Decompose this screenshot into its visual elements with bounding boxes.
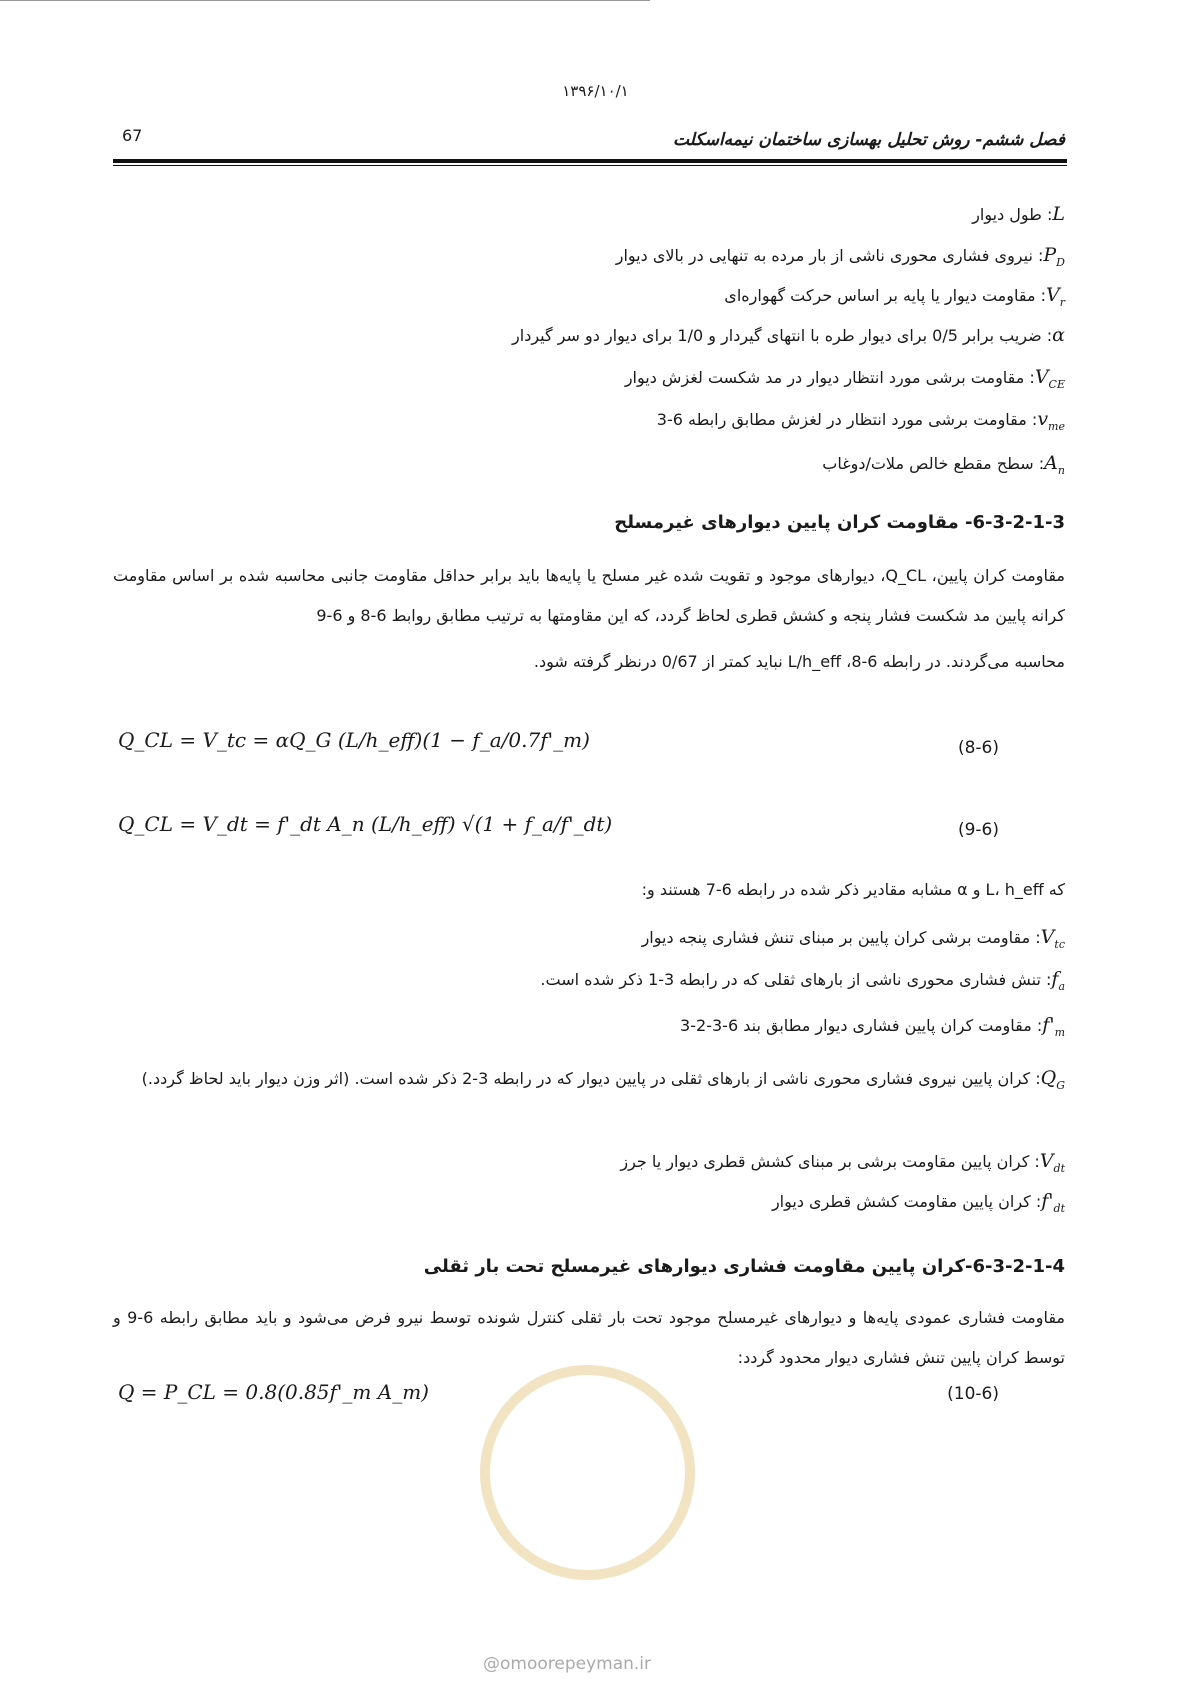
def-symbol: $f'_{dt}$ xyxy=(1041,1190,1065,1215)
def-symbol: $A_n$ xyxy=(1044,452,1065,477)
paragraph: مقاومت فشاری عمودی پایه‌ها و دیوارهای غیرمسلح موجود تحت بار ثقلی کنترل شونده توسط نیرو فرض می‌شود و باید مطابق رابطه 6-9 و توسط کران پایین تنش فشاری دیوار محدود گردد: xyxy=(113,1308,1065,1367)
def-item: $V_{tc}$: مقاومت برشی کران پایین بر مبنای تنش فشاری پنجه دیوار xyxy=(641,926,1065,951)
def-symbol: L xyxy=(1052,203,1065,225)
def-item: $V_{CE}$: مقاومت برشی مورد انتظار دیوار در مد شکست لغزش دیوار xyxy=(624,366,1065,391)
paragraph: مقاومت کران پایین، Q_CL، دیوارهای موجود و تقویت شده غیر مسلح یا پایه‌ها باید برابر حداقل مقاومت جانبی محاسبه شده بر اساس مقاومت کرانه پایین مد شکست فشار پنجه و کشش قطری لحاظ گردد، که این مقاومتها به ترتیب مطابق روابط 6-8 و 6-9 xyxy=(113,566,1065,625)
header-rule xyxy=(113,159,1067,163)
def-item: $f'_{dt}$: کران پایین مقاومت کشش قطری دیوار xyxy=(771,1190,1065,1215)
def-symbol: $f'_m$ xyxy=(1042,1014,1065,1039)
def-item: $f_a$: تنش فشاری محوری ناشی از بارهای ثقلی که در رابطه 3-1 ذکر شده است. xyxy=(540,968,1065,993)
def-item: $A_n$: سطح مقطع خالص ملات/دوغاب xyxy=(822,452,1065,477)
def-item: L: طول دیوار xyxy=(972,203,1065,225)
def-item: $P_D$: نیروی فشاری محوری ناشی از بار مرده به تنهایی در بالای دیوار xyxy=(615,244,1065,269)
section-heading: 6-3-2-1-3- مقاومت کران پایین دیوارهای غیرمسلح xyxy=(614,512,1065,533)
def-item: $v_{me}$: مقاومت برشی مورد انتظار در لغزش مطابق رابطه 6-3 xyxy=(656,408,1065,433)
def-symbol: $V_{tc}$ xyxy=(1040,926,1065,951)
paragraph: که L، h_eff و α مشابه مقادیر ذکر شده در رابطه 6-7 هستند و: xyxy=(641,880,1065,899)
def-symbol: $Q_G$ xyxy=(1040,1067,1065,1092)
paragraph: محاسبه می‌گردند. در رابطه 6-8، L/h_eff نباید کمتر از 0/67 درنظر گرفته شود. xyxy=(533,652,1065,671)
def-symbol: α xyxy=(1052,324,1065,346)
def-item: $V_r$: مقاومت دیوار یا پایه بر اساس حرکت گهواره‌ای xyxy=(724,284,1065,309)
equation-number: (9-6) xyxy=(957,820,999,840)
page-date: ۱۳۹۶/۱۰/۱ xyxy=(562,82,629,100)
def-symbol: $P_D$ xyxy=(1043,244,1065,269)
def-item: α: ضریب برابر 0/5 برای دیوار طره با انتهای گیردار و 1/0 برای دیوار دو سر گیردار xyxy=(512,324,1065,346)
def-item: $f'_m$: مقاومت کران پایین فشاری دیوار مطابق بند 6-3-2-3 xyxy=(680,1014,1065,1039)
equation-number: (8-6) xyxy=(957,738,999,758)
chapter-title: فصل ششم- روش تحلیل بهسازی ساختمان نیمه‌اسکلت xyxy=(672,130,1065,150)
def-symbol: $V_r$ xyxy=(1046,284,1065,309)
equation-number: (10-6) xyxy=(947,1384,999,1404)
top-rule xyxy=(0,0,650,1)
equation: Q_CL = V_tc = αQ_G (L/h_eff)(1 − f_a/0.7f'_m) xyxy=(118,728,590,752)
equation: Q = P_CL = 0.8(0.85f'_m A_m) xyxy=(118,1380,429,1404)
def-item: $V_{dt}$: کران پایین مقاومت برشی بر مبنای کشش قطری دیوار یا جرز xyxy=(620,1150,1065,1175)
def-symbol: $V_{dt}$ xyxy=(1039,1150,1065,1175)
section-heading: 6-3-2-1-4-کران پایین مقاومت فشاری دیوارهای غیرمسلح تحت بار ثقلی xyxy=(423,1256,1065,1277)
equation: Q_CL = V_dt = f'_dt A_n (L/h_eff) √(1 + f_a/f'_dt) xyxy=(118,812,613,836)
watermark-seal xyxy=(480,1365,695,1580)
page-number: 67 xyxy=(122,126,143,145)
def-symbol: $V_{CE}$ xyxy=(1034,366,1065,391)
def-symbol: $f_a$ xyxy=(1051,968,1065,993)
header-rule-thin xyxy=(113,165,1067,166)
watermark-text: @omoorepeyman.ir xyxy=(483,1654,652,1674)
def-item: $Q_G$: کران پایین نیروی فشاری محوری ناشی از بارهای ثقلی در پایین دیوار که در رابطه 3-2 ذکر شده است. (اثر وزن دیوار باید لحاظ گردد.) xyxy=(141,1067,1065,1092)
def-symbol: $v_{me}$ xyxy=(1037,408,1065,433)
